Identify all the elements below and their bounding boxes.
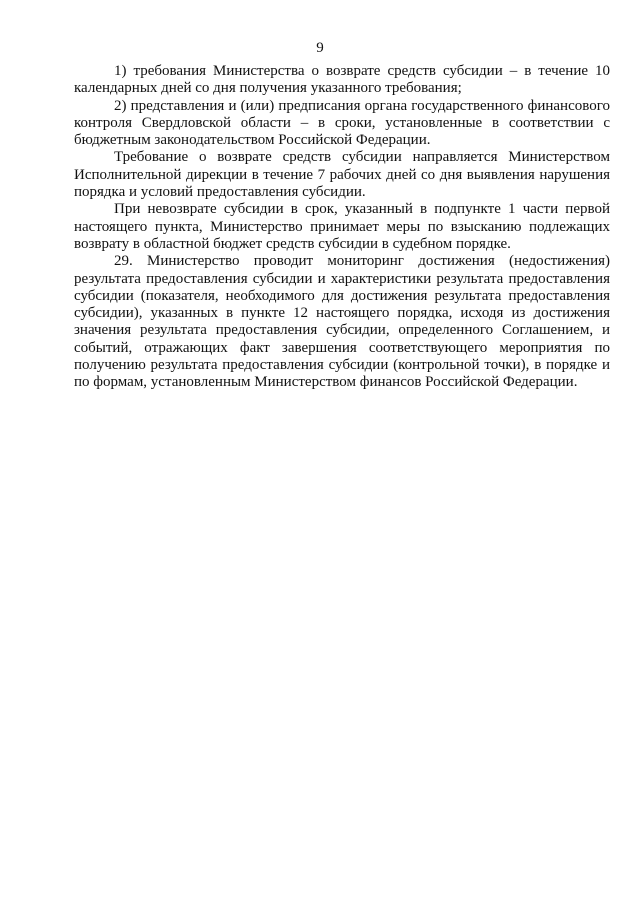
document-body — [74, 63, 610, 392]
paragraph-refund-requirement: Требование о возврате средств субсидии направляется Министерством Исполнительной дирекции в течение 7 рабочих дней со дня выявления нарушения порядка и условий предоставления субсидии. — [74, 149, 610, 201]
paragraph-subitem-2: 2) представления и (или) предписания органа государственного финансового контроля Свердловской области – в сроки, установленные в соответствии с бюджетным законодательством Российской Федерации. — [74, 97, 610, 149]
paragraph-item-29: 29. Министерство проводит мониторинг достижения (недостижения) результата предоставления субсидии и характеристики результата предоставления субсидии (показателя, необходимого для достижения результата предоставления субсидии), указанных в пункте 12 настоящего порядка, исходя из достижения значения результата предоставления субсидии, определенного Соглашением, и событий, отражающих факт завершения соответствующего мероприятия по получению результата предоставления субсидии (контрольной точки), в порядке и по формам, установленным Министерством финансов Российской Федерации. — [74, 253, 610, 391]
page-number: 9 — [316, 40, 324, 56]
paragraph-subitem-1: 1) требования Министерства о возврате средств субсидии – в течение 10 календарных дней со дня получения указанного требования; — [74, 63, 610, 97]
paragraph-non-return: При невозврате субсидии в срок, указанный в подпункте 1 части первой настоящего пункта, Министерство принимает меры по взысканию подлежащих возврату в областной бюджет средств субсидии в судебном порядке. — [74, 201, 610, 252]
